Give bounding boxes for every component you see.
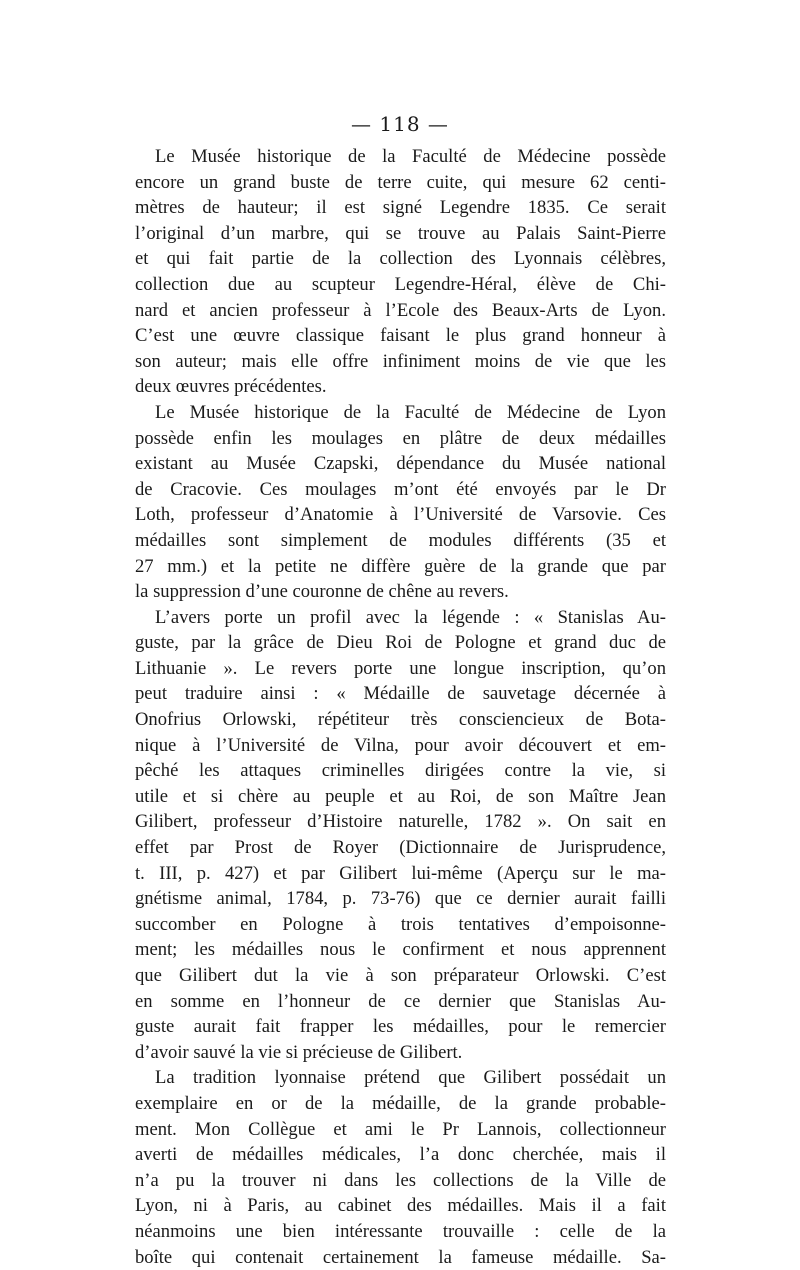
text-line: n’a pu la trouver ni dans les collections de la Ville de	[135, 1169, 666, 1191]
text-line: effet par Prost de Royer (Dictionnaire de Jurisprudence,	[135, 837, 666, 859]
text-line: d’avoir sauvé la vie si précieuse de Gilibert.	[135, 1041, 463, 1063]
text-line: Gilibert, professeur d’Histoire naturelle, 1782 ». On sait en	[135, 811, 666, 833]
text-line: Loth, professeur d’Anatomie à l’Université de Varsovie. Ces	[135, 504, 666, 526]
text-line: médailles sont simplement de modules différents (35 et	[135, 529, 666, 551]
text-line: La tradition lyonnaise prétend que Gilibert possédait un	[155, 1067, 666, 1089]
text-line: collection due au scupteur Legendre-Héral, élève de Chi-	[135, 273, 666, 295]
text-line: L’avers porte un profil avec la légende : « Stanislas Au-	[155, 606, 666, 628]
paragraph-2	[135, 400, 666, 605]
text-line: l’original d’un marbre, qui se trouve au Palais Saint-Pierre	[135, 222, 666, 244]
text-line: Le Musée historique de la Faculté de Médecine de Lyon	[155, 401, 666, 423]
text-line: pêché les attaques criminelles dirigées contre la vie, si	[135, 760, 666, 782]
text-line: existant au Musée Czapski, dépendance du Musée national	[135, 453, 666, 475]
text-line: boîte qui contenait certainement la fameuse médaille. Sa-	[135, 1246, 666, 1268]
text-line: la suppression d’une couronne de chêne au revers.	[135, 581, 509, 603]
text-line: succomber en Pologne à trois tentatives d’empoisonne-	[135, 913, 666, 935]
paragraph-1	[135, 144, 666, 400]
text-line: utile et si chère au peuple et au Roi, de son Maître Jean	[135, 785, 666, 807]
text-line: en somme en l’honneur de ce dernier que Stanislas Au-	[135, 990, 666, 1012]
text-line: son auteur; mais elle offre infiniment moins de vie que les	[135, 350, 666, 372]
text-line: averti de médailles médicales, l’a donc cherchée, mais il	[135, 1144, 666, 1166]
paragraph-4	[135, 1065, 666, 1270]
text-line: deux œuvres précédentes.	[135, 376, 327, 398]
text-line: nard et ancien professeur à l’Ecole des Beaux-Arts de Lyon.	[135, 299, 666, 321]
text-line: que Gilibert dut la vie à son préparateur Orlowski. C’est	[135, 965, 666, 986]
text-line: guste, par la grâce de Dieu Roi de Pologne et grand duc de	[135, 632, 666, 654]
text-line: exemplaire en or de la médaille, de la grande probable-	[135, 1092, 666, 1114]
paragraph-3	[135, 605, 666, 1066]
text-line: Lyon, ni à Paris, au cabinet des médailles. Mais il a fait	[135, 1195, 666, 1217]
text-line: Lithuanie ». Le revers porte une longue inscription, qu’on	[135, 657, 666, 679]
text-line: et qui fait partie de la collection des Lyonnais célèbres,	[135, 248, 666, 270]
text-line: ment; les médailles nous le confirment et nous apprennent	[135, 939, 666, 961]
text-line: C’est une œuvre classique faisant le plus grand honneur à	[135, 325, 666, 347]
text-line: t. III, p. 427) et par Gilibert lui-même (Aperçu sur le ma-	[135, 862, 666, 884]
text-body	[135, 144, 666, 1270]
text-line: de Cracovie. Ces moulages m’ont été envoyés par le Dr	[135, 478, 666, 500]
text-line: peut traduire ainsi : « Médaille de sauvetage décernée à	[135, 683, 666, 705]
text-line: ment. Mon Collègue et ami le Pr Lannois, collectionneur	[135, 1118, 666, 1140]
text-line: Onofrius Orlowski, répétiteur très consciencieux de Bota-	[135, 709, 666, 731]
page-number: — 118 —	[351, 112, 449, 136]
text-line: nique à l’Université de Vilna, pour avoir découvert et em-	[135, 734, 666, 756]
text-line: 27 mm.) et la petite ne diffère guère de la grande que par	[135, 555, 666, 577]
text-line: mètres de hauteur; il est signé Legendre 1835. Ce serait	[135, 197, 666, 219]
text-line: néanmoins une bien intéressante trouvaille : celle de la	[135, 1220, 666, 1242]
text-line: Le Musée historique de la Faculté de Médecine possède	[155, 146, 666, 167]
text-line: gnétisme animal, 1784, p. 73-76) que ce dernier aurait failli	[135, 888, 666, 910]
text-line: guste aurait fait frapper les médailles, pour le remercier	[135, 1016, 666, 1038]
text-line: possède enfin les moulages en plâtre de deux médailles	[135, 427, 666, 449]
text-line: encore un grand buste de terre cuite, qui mesure 62 centi-	[135, 171, 666, 193]
